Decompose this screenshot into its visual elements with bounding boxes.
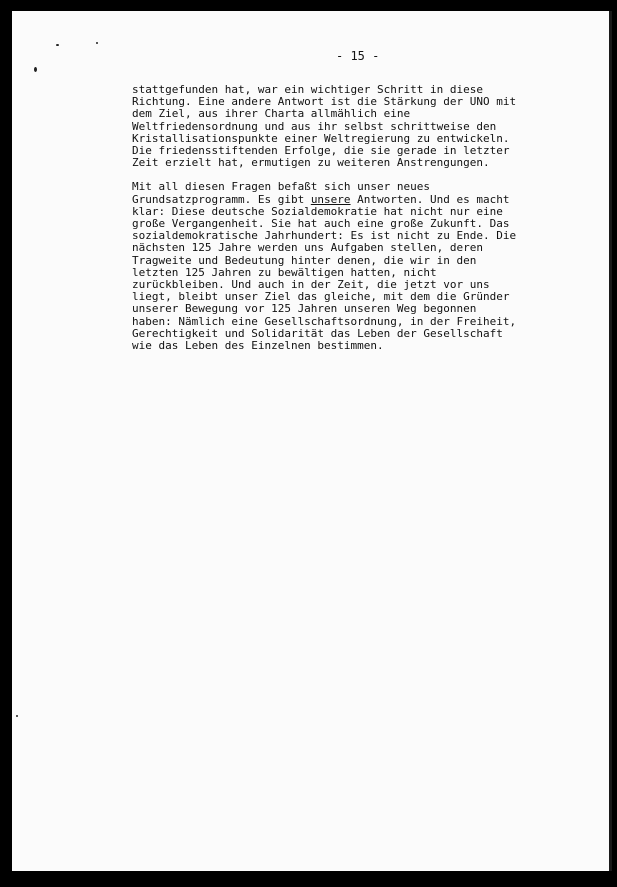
text-line: haben: Nämlich eine Gesellschaftsordnung, in der Freiheit,	[132, 314, 517, 328]
text-line: Zeit erzielt hat, ermutigen zu weiteren Anstrengungen.	[132, 156, 490, 170]
text-line: Mit all diesen Fragen befaßt sich unser neues	[132, 180, 431, 194]
text-line: unserer Bewegung vor 125 Jahren unseren Weg begonnen	[132, 302, 477, 316]
underlined-word: unsere	[310, 192, 351, 206]
text-line: sozialdemokratische Jahrhundert: Es ist nicht zu Ende. Die	[132, 229, 517, 243]
scan-speck	[34, 67, 37, 72]
text-line: liegt, bleibt unser Ziel das gleiche, mit dem die Gründer	[132, 290, 510, 304]
text-line: Die friedensstiftenden Erfolge, die sie gerade in letzter	[132, 144, 510, 158]
text-line: Richtung. Eine andere Antwort ist die Stärkung der UNO mit	[132, 95, 517, 109]
body-text	[132, 84, 562, 352]
text-line: Gerechtigkeit und Solidarität das Leben der Gesellschaft	[132, 326, 503, 340]
text-line: nächsten 125 Jahre werden uns Aufgaben stellen, deren	[132, 241, 483, 255]
text-segment: Antworten. Und es macht	[350, 192, 510, 206]
text-line	[132, 194, 562, 206]
scan-speck	[56, 44, 59, 46]
text-line: dem Ziel, aus ihrer Charta allmählich eine	[132, 107, 411, 121]
text-line: stattgefunden hat, war ein wichtiger Schritt in diese	[132, 83, 483, 96]
scan-speck	[16, 715, 18, 717]
text-line: letzten 125 Jahren zu bewältigen hatten, nicht	[132, 265, 437, 279]
text-line: zurückbleiben. Und auch in der Zeit, die jetzt vor uns	[132, 278, 490, 292]
document-page	[12, 11, 612, 871]
text-line: klar: Diese deutsche Sozialdemokratie hat nicht nur eine	[132, 204, 503, 218]
text-line: wie das Leben des Einzelnen bestimmen.	[132, 339, 384, 353]
text-line: Tragweite und Bedeutung hinter denen, die wir in den	[132, 253, 477, 267]
paragraph-2	[132, 181, 562, 352]
scan-speck	[96, 42, 98, 44]
paragraph-1	[132, 84, 562, 169]
text-line: Kristallisationspunkte einer Weltregierung zu entwickeln.	[132, 131, 510, 145]
scan-edge	[609, 11, 612, 871]
page-number: - 15 -	[336, 49, 380, 63]
text-segment: Grundsatzprogramm. Es gibt	[132, 192, 311, 206]
text-line: große Vergangenheit. Sie hat auch eine große Zukunft. Das	[132, 217, 510, 231]
text-line: Weltfriedensordnung und aus ihr selbst schrittweise den	[132, 119, 497, 133]
